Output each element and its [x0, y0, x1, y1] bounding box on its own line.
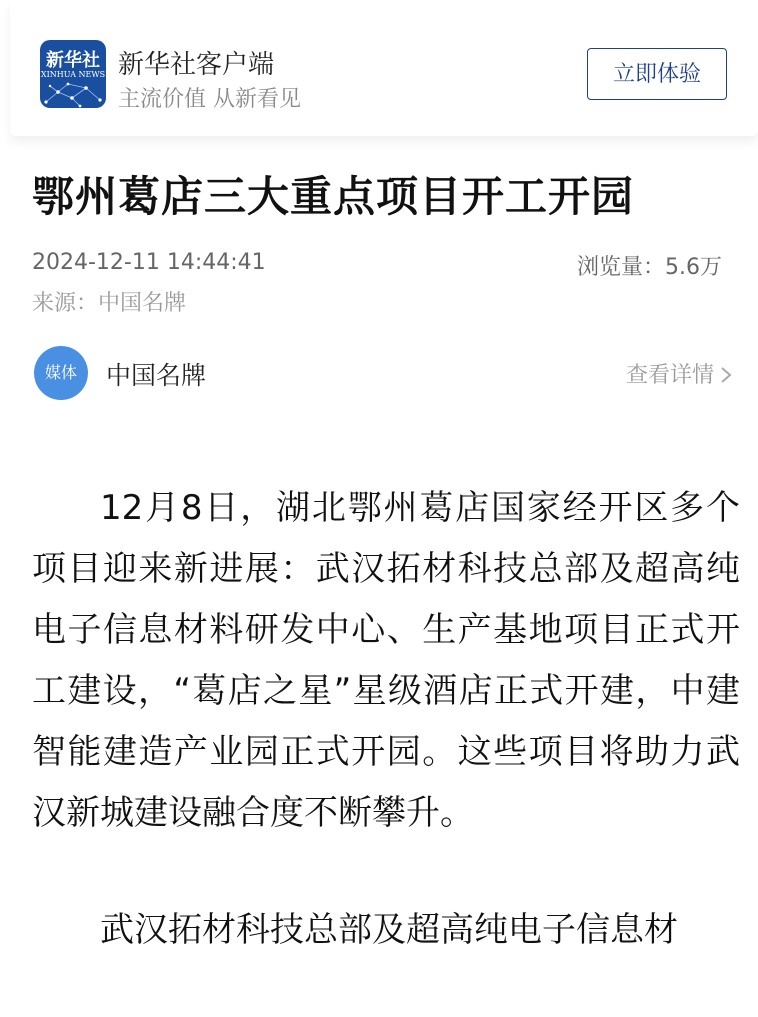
- publish-date: 2024-12-11 14:44:41: [32, 250, 266, 275]
- view-details-label: 查看详情: [625, 363, 714, 388]
- logo-chinese-text: 新华社: [46, 50, 100, 71]
- body-paragraph: 12月8日，湖北鄂州葛店国家经开区多个项目迎来新进展：武汉拓材科技总部及超高纯电子信息材料研发中心、生产基地项目正式开工建设，“葛店之星”星级酒店正式开建，中建智能建造产业园正式开园。这些项目将助力武汉新城建设融合度不断攀升。: [32, 488, 740, 833]
- app-download-banner: [10, 0, 758, 136]
- media-avatar[interactable]: 媒体: [34, 346, 88, 400]
- app-name: 新华社客户端: [118, 50, 275, 80]
- logo-english-text: XINHUA NEWS: [40, 70, 106, 79]
- chevron-right-icon: [720, 363, 732, 388]
- xinhua-logo-icon[interactable]: [40, 40, 106, 108]
- view-details-link[interactable]: [626, 358, 732, 389]
- article-title: 鄂州葛店三大重点项目开工开园: [32, 172, 635, 221]
- try-now-button[interactable]: 立即体验: [587, 48, 727, 100]
- article-source: 来源：中国名牌: [32, 291, 187, 316]
- app-slogan: 主流价值 从新看见: [118, 87, 301, 112]
- media-name[interactable]: 中国名牌: [106, 361, 207, 390]
- body-paragraph: 武汉拓材科技总部及超高纯电子信息材: [100, 910, 678, 950]
- logo-network-graphic: [40, 78, 106, 108]
- view-count: 浏览量：5.6万: [577, 255, 722, 280]
- article-body: [32, 478, 740, 1017]
